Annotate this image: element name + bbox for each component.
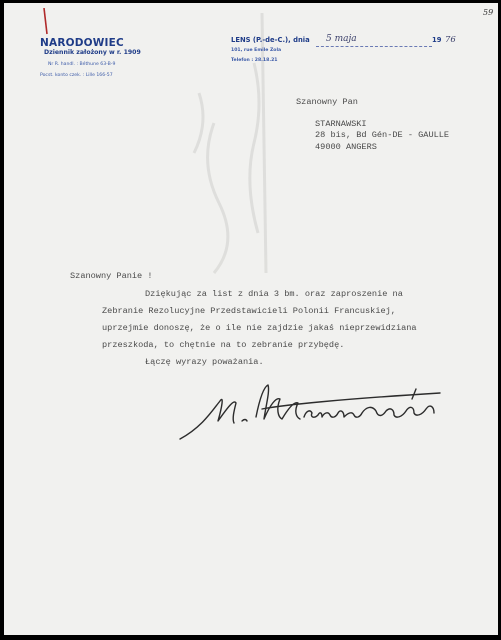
- letter-date-day: 5 maja: [326, 34, 357, 44]
- office-phone: Telefon : 28.18.21: [231, 58, 278, 63]
- letter-greeting: Szanowny Panie !: [70, 271, 153, 281]
- registration-number: Nr R. handl. : Béthune 63-B-9: [48, 62, 116, 67]
- letter-city-label: LENS (P.-de-C.), dnia: [231, 36, 310, 44]
- year-prefix: 19: [432, 36, 442, 44]
- body-line-5: Łączę wyrazy poważania.: [145, 357, 264, 367]
- recipient-street: 28 bis, Bd Gén-DE - GAULLE: [315, 130, 450, 140]
- office-address: 101, rue Emile Zola: [231, 48, 282, 53]
- body-line-2: Zebranie Rezolucyjne Przedstawicieli Polonii Francuskiej,: [102, 306, 396, 316]
- bleed-through-marks: [4, 3, 498, 635]
- letter-sheet: [4, 3, 498, 635]
- body-line-3: uprzejmie donoszę, że o ile nie zajdzie jakaś nieprzewidziana: [102, 323, 417, 333]
- year-suffix: 76: [445, 35, 456, 45]
- recipient-name: STARNAWSKI: [315, 119, 367, 129]
- postal-account: Pocst. konto czek. : Lille 166-57: [40, 73, 113, 78]
- handwritten-signature: [172, 377, 472, 447]
- newspaper-founded: Dziennik założony w r. 1909: [44, 49, 141, 56]
- recipient-salutation: Szanowny Pan: [296, 97, 358, 107]
- recipient-city: 49000 ANGERS: [315, 142, 377, 152]
- date-underline: [316, 46, 432, 47]
- red-pen-mark: [41, 8, 51, 38]
- newspaper-name: NARODOWIEC: [40, 37, 124, 49]
- body-line-1: Dziękując za list z dnia 3 bm. oraz zaproszenie na: [145, 289, 403, 299]
- page-number: 59: [483, 8, 494, 17]
- body-line-4: przeszkoda, to chętnie na to zebranie przybędę.: [102, 340, 345, 350]
